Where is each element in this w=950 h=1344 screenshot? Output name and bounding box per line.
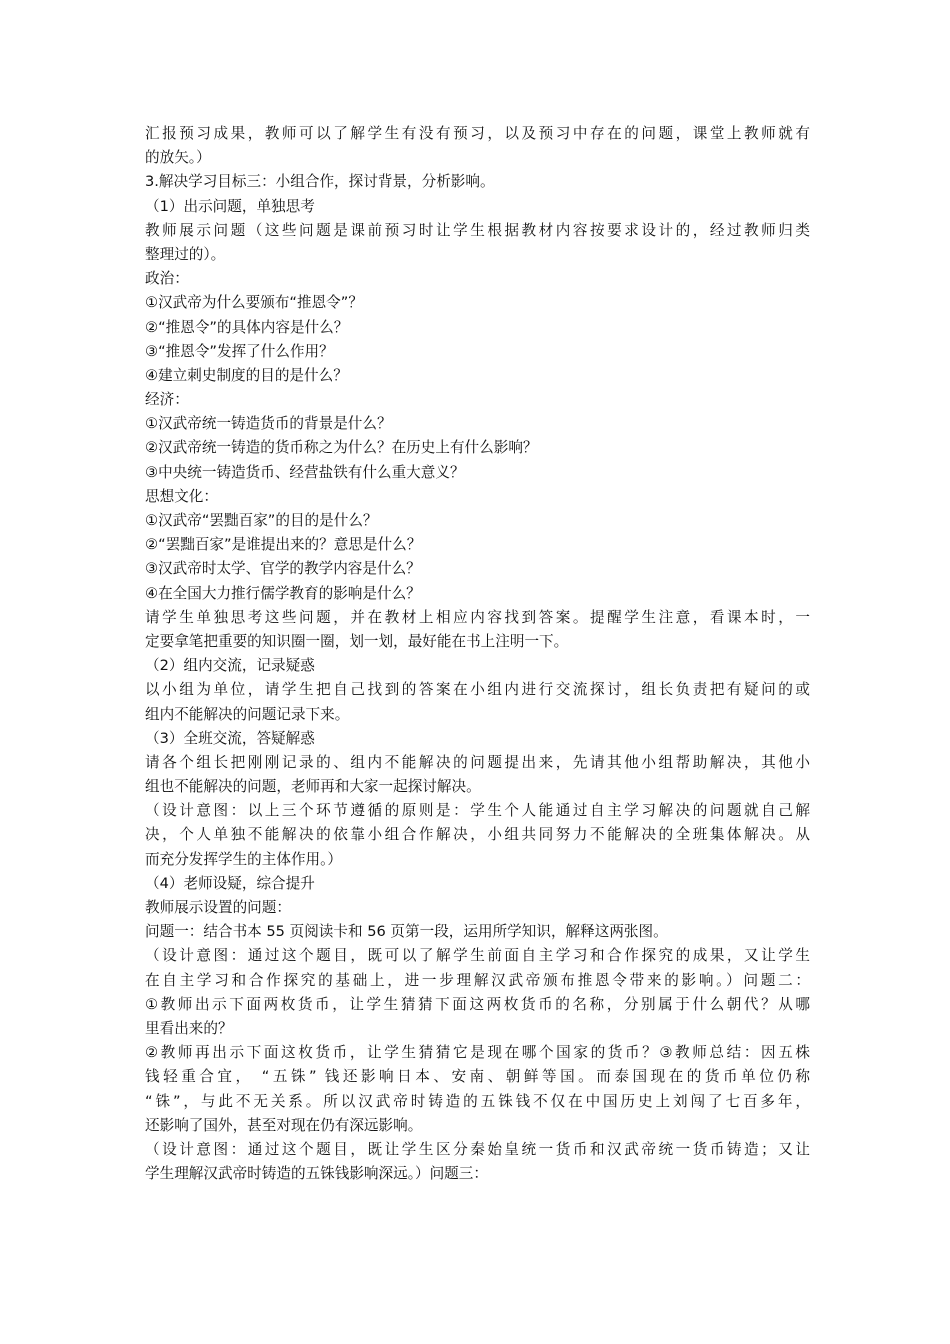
text-line: 请各个组长把刚刚记录的、组内不能解决的问题提出来，先请其他小组帮助解决，其他小	[145, 753, 810, 771]
text-line: 还影响了国外，甚至对现在仍有深远影响。	[145, 1116, 423, 1134]
document-body	[145, 122, 810, 1186]
text-line: 请学生单独思考这些问题，并在教材上相应内容找到答案。提醒学生注意，看课本时，一	[145, 608, 810, 626]
text-line: 以小组为单位，请学生把自己找到的答案在小组内进行交流探讨，组长负责把有疑问的或	[145, 681, 810, 699]
text-line: 学生理解汉武帝时铸造的五铢钱影响深远。）问题三：	[145, 1165, 488, 1183]
text-line: ③中央统一铸造货币、经营盐铁有什么重大意义？	[145, 463, 465, 481]
text-line: 定要拿笔把重要的知识圈一圈，划一划，最好能在书上注明一下。	[145, 632, 569, 650]
text-line: （3）全班交流，答疑解惑	[145, 729, 315, 747]
text-line: 组也不能解决的问题，老师再和大家一起探讨解决。	[145, 778, 481, 796]
text-line: ②教师再出示下面这枚货币，让学生猜猜它是现在哪个国家的货币？③教师总结：因五株	[145, 1044, 810, 1062]
text-line: 组内不能解决的问题记录下来。	[145, 705, 350, 723]
text-line: （设计意图：以上三个环节遵循的原则是：学生个人能通过自主学习解决的问题就自己解	[145, 802, 810, 820]
text-line: 3.解决学习目标三：小组合作，探讨背景，分析影响。	[145, 173, 495, 191]
text-line: ③汉武帝时太学、官学的教学内容是什么？	[145, 560, 421, 578]
text-line: 汇报预习成果，教师可以了解学生有没有预习，以及预习中存在的问题，课堂上教师就有	[145, 125, 810, 142]
text-line: （2）组内交流，记录疑惑	[145, 657, 315, 675]
text-line: 教师展示问题（这些问题是课前预习时让学生根据教材内容按要求设计的，经过教师归类	[145, 221, 810, 239]
text-line: 教师展示设置的问题：	[145, 899, 291, 916]
text-line: ②汉武帝统一铸造的货币称之为什么？在历史上有什么影响？	[145, 439, 538, 457]
text-line: 思想文化：	[145, 487, 218, 505]
text-line: （设计意图：通过这个题目，既让学生区分秦始皇统一货币和汉武帝统一货币铸造；又让	[145, 1140, 810, 1158]
text-line: 经济：	[145, 391, 189, 409]
text-line: 的放矢。）	[145, 149, 211, 167]
text-line: 整理过的）。	[145, 245, 226, 263]
text-line: ①汉武帝“罢黜百家”的目的是什么？	[145, 512, 378, 529]
text-line: 而充分发挥学生的主体作用。）	[145, 850, 343, 868]
text-line: 钱轻重合宜， “五铢” 钱还影响日本、安南、朝鲜等国。而泰国现在的货币单位仍称	[145, 1068, 810, 1086]
text-line: 问题一：结合书本 55 页阅读卡和 56 页第一段，运用所学知识，解释这两张图。	[145, 923, 668, 941]
text-line: 决，个人单独不能解决的依靠小组合作解决，小组共同努力不能解决的全班集体解决。从	[145, 826, 810, 844]
text-line: （4）老师设疑，综合提升	[145, 874, 315, 892]
text-line: ②“推恩令”的具体内容是什么？	[145, 318, 349, 336]
text-line: 政治：	[145, 270, 189, 288]
text-line: ③“推恩令”发挥了什么作用？	[145, 342, 334, 360]
text-line: ①汉武帝为什么要颁布“推恩令”？	[145, 294, 363, 312]
text-line: ②“罢黜百家”是谁提出来的？意思是什么？	[145, 536, 422, 554]
text-line: 在自主学习和合作探究的基础上，进一步理解汉武帝颁布推恩令带来的影响。）问题二：	[145, 971, 810, 989]
text-line: （1）出示问题，单独思考	[145, 197, 315, 215]
text-line: 里看出来的？	[145, 1019, 233, 1037]
text-line: ①汉武帝统一铸造货币的背景是什么？	[145, 415, 392, 433]
text-line: ④在全国大力推行儒学教育的影响是什么？	[145, 584, 421, 602]
text-line: （设计意图：通过这个题目，既可以了解学生前面自主学习和合作探究的成果，又让学生	[145, 947, 810, 965]
text-line: “铢”，与此不无关系。所以汉武帝时铸造的五铢钱不仅在中国历史上刘闯了七百多年，	[145, 1092, 810, 1110]
text-line: ①教师出示下面两枚货币，让学生猜猜下面这两枚货币的名称，分别属于什么朝代？从哪	[145, 995, 810, 1013]
text-line: ④建立刺史制度的目的是什么？	[145, 366, 348, 384]
